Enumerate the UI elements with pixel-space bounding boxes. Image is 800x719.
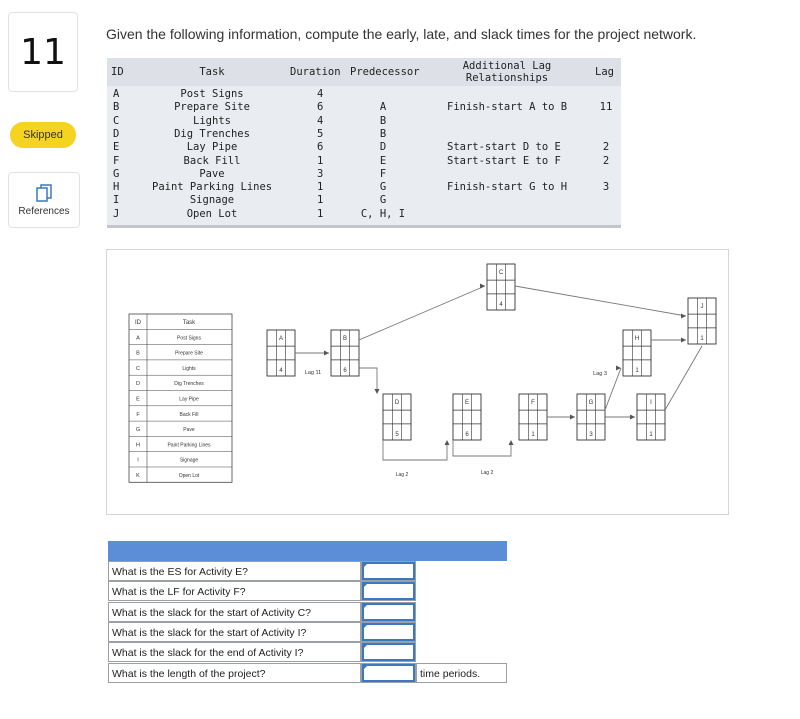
- legend-cell-id: G: [135, 427, 141, 434]
- lag-label-gh: Lag 3: [593, 371, 607, 377]
- cell-duration: 1: [317, 207, 324, 220]
- cell-predecessor: E: [379, 154, 387, 167]
- cell-id: F: [113, 154, 120, 167]
- input-marker-icon: [363, 644, 368, 649]
- question-row: [108, 622, 507, 642]
- cell-lag: 2: [602, 141, 610, 154]
- answer-input[interactable]: [362, 603, 415, 621]
- arrowhead: [445, 440, 450, 445]
- cell-predecessor: D: [379, 141, 387, 154]
- question-row: [108, 602, 507, 622]
- legend-cell-task: Paint Parking Lines: [167, 442, 211, 449]
- header-id: ID: [111, 66, 124, 78]
- network-diagram: [106, 249, 729, 515]
- legend-cell-id: H: [136, 442, 140, 449]
- node-label-i: I: [650, 400, 652, 406]
- arrowhead: [630, 415, 635, 420]
- cell-duration: 6: [317, 101, 324, 114]
- cell-lag: 11: [599, 101, 613, 114]
- legend-cell-id: C: [136, 365, 140, 372]
- cell-lag: 3: [602, 181, 610, 194]
- cell-task: Lay Pipe: [186, 141, 238, 154]
- legend-cell-id: A: [136, 335, 140, 342]
- legend-cell-task: Post Signs: [177, 335, 201, 342]
- book-icon: [36, 184, 52, 202]
- cell-task: Post Signs: [180, 88, 244, 100]
- cell-id: G: [113, 167, 120, 180]
- legend-cell-task: Open Lot: [178, 473, 200, 479]
- arrowhead: [570, 415, 575, 420]
- answer-input[interactable]: [362, 562, 415, 580]
- legend-cell-task: Lights: [182, 365, 196, 372]
- question-prompt: Given the following information, compute the early, late, and slack times for the project network.: [106, 26, 697, 42]
- node-label-h: H: [634, 336, 640, 342]
- node-label-c: C: [498, 270, 504, 276]
- question-row: [108, 561, 507, 581]
- answer-input[interactable]: [362, 664, 415, 682]
- legend-cell-task: Prepare Site: [175, 350, 203, 357]
- questions-header-bar: [108, 541, 507, 561]
- cell-predecessor: G: [379, 181, 387, 194]
- question-row: [108, 581, 507, 601]
- cell-predecessor: G: [379, 194, 387, 207]
- cell-id: E: [113, 141, 120, 154]
- answer-cell: [361, 602, 416, 622]
- lag-label-de: Lag 2: [395, 472, 409, 478]
- input-marker-icon: [363, 624, 368, 629]
- answer-cell: [361, 622, 416, 642]
- cell-duration: 1: [317, 181, 324, 194]
- node-label-f: F: [531, 400, 535, 406]
- cell-duration: 1: [317, 154, 324, 167]
- arrowhead: [681, 314, 686, 319]
- cell-id: B: [113, 101, 120, 114]
- input-marker-icon: [363, 583, 368, 588]
- arrowhead: [324, 351, 329, 356]
- legend-cell-task: Back Fill: [179, 411, 199, 418]
- node-duration-a: 4: [279, 368, 283, 374]
- cell-id: D: [113, 127, 120, 140]
- legend-cell-task: Dig Trenches: [174, 381, 204, 388]
- arrowhead: [681, 338, 686, 343]
- cell-predecessor: B: [379, 114, 387, 127]
- legend-cell-id: I: [137, 457, 139, 464]
- cell-predecessor: F: [379, 167, 387, 180]
- question-text: What is the slack for the start of Activity C?: [108, 602, 361, 622]
- cell-task: Signage: [189, 194, 235, 207]
- node-duration-i: 1: [649, 432, 653, 438]
- question-row: [108, 663, 507, 683]
- legend-cell-id: F: [136, 411, 140, 418]
- cell-task: Back Fill: [183, 154, 241, 167]
- cell-id: H: [113, 181, 120, 194]
- lag-label-ef: Lag 2: [480, 470, 494, 476]
- question-text: What is the slack for the start of Activity I?: [108, 622, 361, 642]
- answer-cell: [361, 663, 416, 683]
- legend-cell-id: K: [136, 473, 140, 479]
- answer-input[interactable]: [362, 582, 415, 600]
- node-label-g: G: [588, 400, 594, 406]
- question-number: 11: [8, 12, 78, 92]
- legend-cell-task: Signage: [179, 457, 199, 464]
- node-duration-c: 4: [499, 302, 503, 308]
- node-duration-b: 6: [343, 368, 347, 374]
- header-duration: Duration: [290, 66, 341, 78]
- cell-lag-relationship: Start-start D to E: [447, 141, 561, 154]
- legend-cell-task: Pave: [183, 427, 195, 434]
- question-text: What is the ES for Activity E?: [108, 561, 361, 581]
- cell-predecessor: A: [379, 101, 387, 114]
- cell-id: J: [113, 207, 120, 220]
- node-duration-g: 3: [589, 432, 593, 438]
- cell-lag: 2: [602, 154, 610, 167]
- edge-g-h: [605, 368, 621, 410]
- arrowhead: [480, 284, 485, 289]
- edge-i-j: [665, 346, 702, 410]
- answer-cell: [361, 642, 416, 662]
- legend-header-task: Task: [182, 320, 196, 326]
- cell-duration: 6: [317, 141, 324, 154]
- question-row: [108, 642, 507, 662]
- cell-id: A: [113, 88, 120, 100]
- cell-task: Prepare Site: [174, 101, 250, 114]
- arrowhead: [375, 389, 380, 394]
- node-label-a: A: [278, 336, 284, 342]
- network-diagram-svg: [107, 250, 730, 516]
- legend-header-id: ID: [135, 320, 141, 326]
- answer-cell: [361, 581, 416, 601]
- cell-duration: 3: [317, 167, 324, 180]
- answer-input[interactable]: [362, 623, 415, 641]
- node-duration-j: 1: [700, 336, 704, 342]
- cell-task: Pave: [199, 167, 225, 180]
- cell-lag-relationship: Start-start E to F: [447, 154, 561, 167]
- node-duration-e: 6: [465, 432, 469, 438]
- node-duration-f: 1: [531, 432, 535, 438]
- node-label-j: J: [700, 304, 704, 310]
- header-lag-relationships: Additional Lag Relationships: [462, 60, 552, 84]
- legend-cell-id: B: [136, 350, 140, 357]
- cell-duration: 1: [317, 194, 324, 207]
- header-lag: Lag: [595, 66, 614, 78]
- arrowhead: [509, 440, 514, 445]
- cell-duration: 4: [317, 114, 324, 127]
- input-marker-icon: [363, 665, 368, 670]
- cell-task: Lights: [193, 114, 231, 127]
- legend-cell-task: Lay Pipe: [179, 396, 199, 403]
- edge-b-c: [359, 286, 485, 340]
- references-button[interactable]: [8, 172, 80, 228]
- header-predecessor: Predecessor: [350, 66, 420, 78]
- answer-input[interactable]: [362, 643, 415, 661]
- cell-duration: 4: [317, 88, 324, 100]
- cell-id: I: [113, 194, 120, 207]
- cell-task: Dig Trenches: [174, 127, 250, 140]
- cell-task: Paint Parking Lines: [152, 181, 273, 194]
- edge-b-d: [359, 368, 377, 392]
- edge-e-f: [453, 440, 511, 456]
- references-label: References: [18, 205, 70, 217]
- cell-predecessor: C, H, I: [360, 207, 406, 220]
- node-label-e: E: [464, 400, 470, 406]
- cell-task: Open Lot: [186, 207, 238, 220]
- node-duration-h: 1: [635, 368, 639, 374]
- header-task: Task: [199, 66, 225, 78]
- input-marker-icon: [363, 604, 368, 609]
- answer-cell: [361, 561, 416, 581]
- question-text: What is the length of the project?: [108, 663, 361, 683]
- question-text: What is the slack for the end of Activity I?: [108, 642, 361, 662]
- node-duration-d: 5: [395, 432, 399, 438]
- cell-id: C: [113, 114, 120, 127]
- legend-cell-id: D: [136, 381, 140, 388]
- cell-lag-relationship: Finish-start G to H: [447, 181, 568, 194]
- cell-lag-relationship: Finish-start A to B: [447, 101, 568, 114]
- input-marker-icon: [363, 563, 368, 568]
- node-label-d: D: [394, 400, 400, 406]
- cell-predecessor: B: [379, 127, 387, 140]
- edge-d-e: [383, 440, 447, 460]
- cell-duration: 5: [317, 127, 324, 140]
- status-badge: Skipped: [10, 122, 76, 148]
- node-label-b: B: [342, 336, 348, 342]
- activity-table: [107, 58, 621, 228]
- edge-c-j: [515, 286, 686, 316]
- unit-label: time periods.: [416, 663, 507, 683]
- question-text: What is the LF for Activity F?: [108, 581, 361, 601]
- legend-cell-id: E: [136, 396, 140, 403]
- lag-label-ab: Lag 11: [304, 370, 322, 376]
